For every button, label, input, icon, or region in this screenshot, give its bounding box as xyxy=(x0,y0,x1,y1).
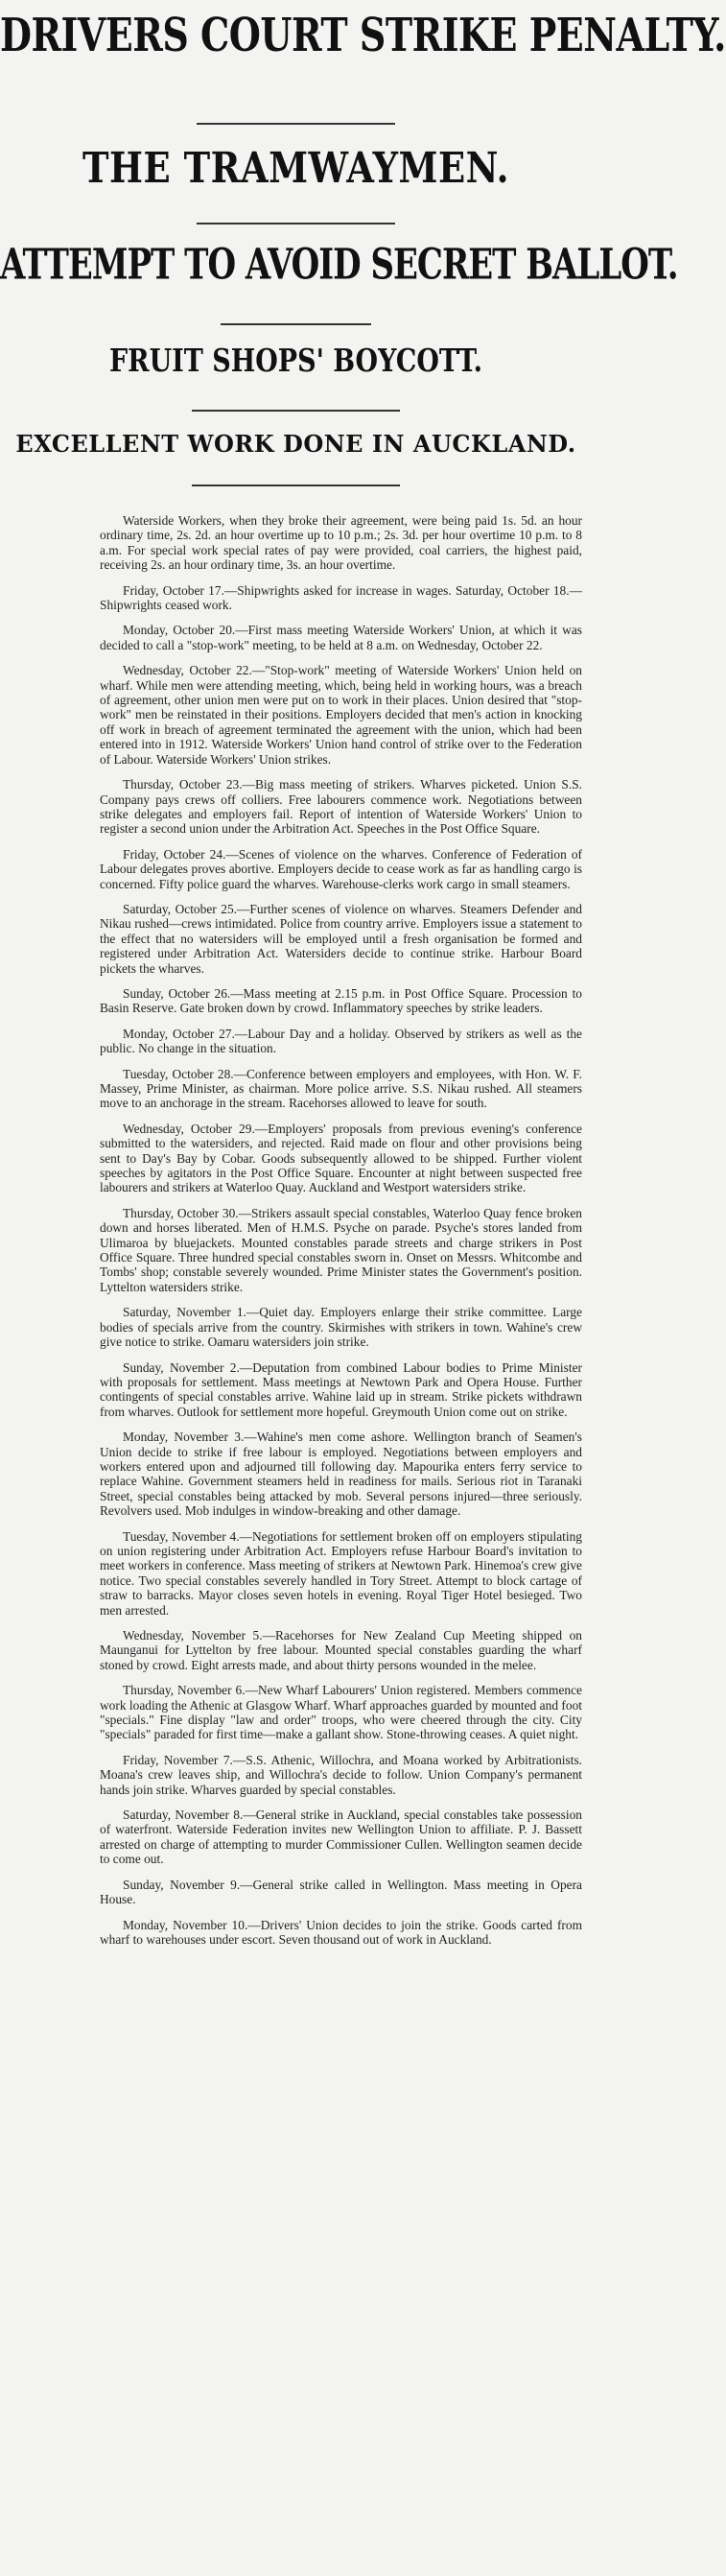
headline-second: THE TRAMWAYMEN. xyxy=(82,142,509,193)
divider-rule xyxy=(197,223,395,225)
paragraph-nov-8: Saturday, November 8.—General strike in Auckland, special constables take possession of waterfront. Waterside Federation invites new Wellington Union to affiliate. P. J. Bassett arrested on charge of attempting to murder Commissioner Cullen. Wellington seamen decide to come out. xyxy=(100,1808,582,1867)
headline-third: ATTEMPT TO AVOID SECRET BALLOT. xyxy=(0,240,678,290)
paragraph-oct-25: Saturday, October 25.—Further scenes of violence on wharves. Steamers Defender and Nikau rushed—crews intimidated. Police from country arrive. Employers issue a statement to the effect that no watersiders will be employed until a fresh organisation be formed and registered under Arbitration Act. Watersiders decide to continue strike. Harbour Board pickets the wharves. xyxy=(100,901,582,976)
paragraph-oct-26: Sunday, October 26.—Mass meeting at 2.15 p.m. in Post Office Square. Procession to Basin Reserve. Gate broken down by crowd. Inflammatory speeches by strike leaders. xyxy=(100,985,582,1016)
paragraph-oct-24: Friday, October 24.—Scenes of violence on the wharves. Conference of Federation of Labour delegates proves abortive. Employers decide to cease work as far as handling cargo is concerned. Fifty police guard the wharves. Warehouse-clerks work cargo in small steamers. xyxy=(100,846,582,891)
paragraph-oct-29: Wednesday, October 29.—Employers' proposals from previous evening's conference submitted to the watersiders, and rejected. Raid made on flour and other provisions being sent to Day's Bay by Cobar. Goods subsequently allowed to be shipped. Further violent speeches by agitators in the Post Office Square. Encounter at night between suspected free labourers and strikers at Waterloo Quay. Auckland and Westport watersiders strike. xyxy=(100,1121,582,1195)
paragraph-oct-17: Friday, October 17.—Shipwrights asked for increase in wages. Saturday, October 18.—Shipwrights ceased work. xyxy=(100,582,582,613)
paragraph-intro: Waterside Workers, when they broke their agreement, were being paid 1s. 5d. an hour ordinary time, 2s. 2d. an hour overtime up to 10 p.m.; 2s. 3d. per hour overtime 10 p.m. to 8 a.m. For special work special rates of pay were provided, coal carriers, the highest paid, receiving 2s. an hour ordinary time, 3s. an hour overtime. xyxy=(100,513,582,573)
paragraph-nov-10: Monday, November 10.—Drivers' Union decides to join the strike. Goods carted from wharf to warehouses under escort. Seven thousand out of work in Auckland. xyxy=(100,1917,582,1947)
divider-rule xyxy=(221,323,371,325)
article-body xyxy=(100,513,582,1957)
headline-fourth: FRUIT SHOPS' BOYCOTT. xyxy=(108,343,483,380)
headline-main: DRIVERS COURT STRIKE PENALTY. xyxy=(0,8,726,62)
paragraph-nov-6: Thursday, November 6.—New Wharf Labourers' Union registered. Members commence work loading the Athenic at Glasgow Wharf. Wharf approaches guarded by mounted and foot "specials." Fine display "law and order" troops, who were cheered through the city. City "specials" paraded for first time—make a gallant show. Stone-throwing ceases. A quiet night. xyxy=(100,1683,582,1742)
paragraph-oct-20: Monday, October 20.—First mass meeting Waterside Workers' Union, at which it was decided to call a "stop-work" meeting, to be held at 8 a.m. on Wednesday, October 22. xyxy=(100,623,582,652)
paragraph-oct-28: Tuesday, October 28.—Conference between employers and employees, with Hon. W. F. Massey, Prime Minister, as chairman. More police arrive. S.S. Nikau rushed. All steamers move to an anchorage in the stream. Racehorses allowed to leave for south. xyxy=(100,1066,582,1111)
paragraph-nov-4: Tuesday, November 4.—Negotiations for settlement broken off on employers stipulating on union registering under Arbitration Act. Employers refuse Harbour Board's invitation to meet workers in conference. Mass meeting of strikers at Newtown Park. Hinemoa's crew give notice. Two special constables severely handled in Tory Street. Attempt to block cartage of straw to barracks. Mayor closes seven hotels in evening. Royal Tiger Hotel besieged. Two men arrested. xyxy=(100,1528,582,1618)
paragraph-oct-23: Thursday, October 23.—Big mass meeting of strikers. Wharves picketed. Union S.S. Company pays crews off colliers. Free labourers commence work. Negotiations between strike delegates and employers fail. Report of intention of Waterside Workers' Union to register a second union under the Arbitration Act. Speeches in the Post Office Square. xyxy=(100,777,582,837)
paragraph-nov-9: Sunday, November 9.—General strike called in Wellington. Mass meeting in Opera House. xyxy=(100,1877,582,1907)
divider-rule xyxy=(192,484,400,486)
paragraph-oct-30: Thursday, October 30.—Strikers assault special constables, Waterloo Quay fence broken down and horses liberated. Men of H.M.S. Psyche on parade. Psyche's stores landed from Ulimaroa by bluejackets. Mounted constables parade streets and charge strikers in Post Office Square. Three hundred special constables sworn in. Onset on Messrs. Whitcombe and Tombs' shop; constable severely wounded. Prime Minister states the Government's position. Lyttelton watersiders strike. xyxy=(100,1205,582,1294)
paragraph-oct-27: Monday, October 27.—Labour Day and a holiday. Observed by strikers as well as the public. No change in the situation. xyxy=(100,1026,582,1056)
headline-fifth: EXCELLENT WORK DONE IN AUCKLAND. xyxy=(15,430,576,458)
paragraph-nov-2: Sunday, November 2.—Deputation from combined Labour bodies to Prime Minister with proposals for settlement. Mass meetings at Newtown Park and Opera House. Further contingents of special constables arrive. Wahine laid up in stream. Strike pickets withdrawn from wharves. Outlook for settlement more hopeful. Greymouth Union come out on strike. xyxy=(100,1359,582,1419)
paragraph-nov-5: Wednesday, November 5.—Racehorses for New Zealand Cup Meeting shipped on Maunganui for Lyttelton by free labour. Mounted special constables guarding the wharf stoned by crowd. Eight arrests made, and about thirty persons wounded in the melee. xyxy=(100,1628,582,1672)
paragraph-nov-7: Friday, November 7.—S.S. Athenic, Willochra, and Moana worked by Arbitrationists. Moana's crew leaves ship, and Willochra's decide to follow. Union Company's permanent hands join strike. Wharves guarded by special constables. xyxy=(100,1752,582,1797)
paragraph-nov-3: Monday, November 3.—Wahine's men come ashore. Wellington branch of Seamen's Union decide to strike if free labour is employed. Negotiations between employers and workers entered upon and adjourned till following day. Mapourika enters ferry service to replace Wahine. Government steamers held in readiness for mails. Serious riot in Taranaki Street, special constables being attacked by mob. Several persons injured—three seriously. Revolvers used. Mob indulges in window-breaking and other damage. xyxy=(100,1430,582,1519)
paragraph-nov-1: Saturday, November 1.—Quiet day. Employers enlarge their strike committee. Large bodies of specials arrive from the country. Skirmishes with strikers in town. Wahine's crew give notice to strike. Oamaru watersiders join strike. xyxy=(100,1305,582,1350)
paragraph-oct-22: Wednesday, October 22.—"Stop-work" meeting of Waterside Workers' Union held on wharf. While men were attending meeting, which, being held in working hours, was a breach of agreement, other union men were put on to work in their places. Union desired that "stop-work" men be reinstated in their positions. Employers decided that men's action in knocking off work in breach of agreement terminated the agreement with the union, which had been entered into in 1912. Waterside Workers' Union hand control of strike over to the Federation of Labour. Waterside Workers' Union strikes. xyxy=(100,663,582,767)
divider-rule xyxy=(192,410,400,412)
divider-rule xyxy=(197,123,395,125)
